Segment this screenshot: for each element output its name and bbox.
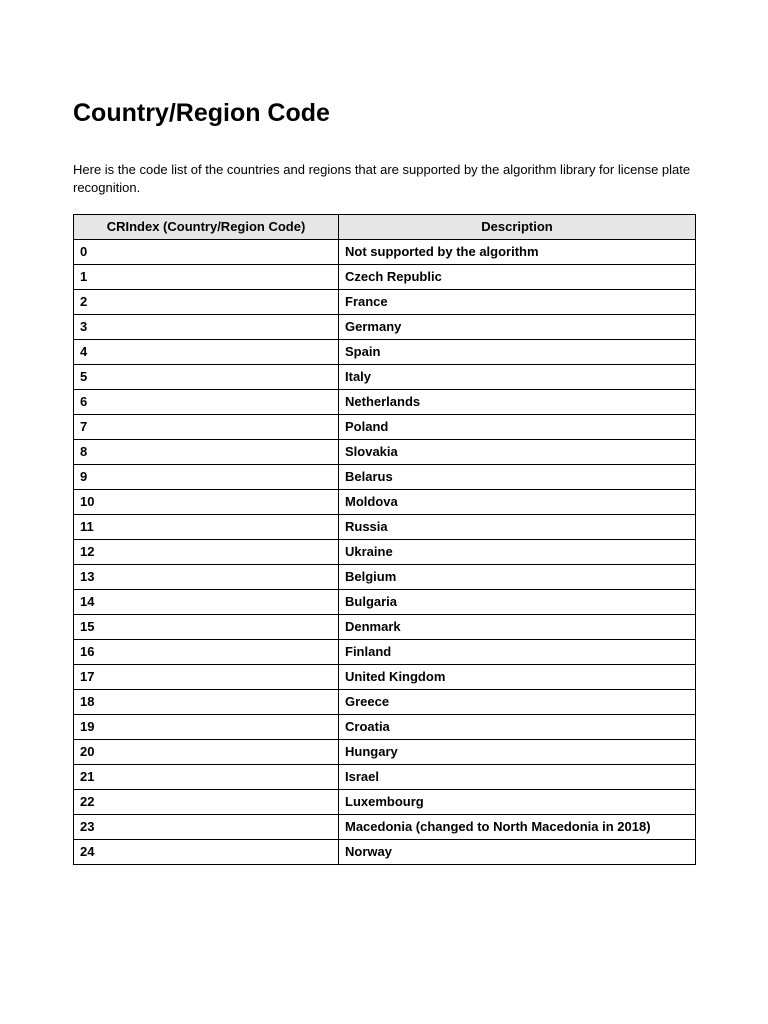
crindex-cell: 20 bbox=[74, 740, 339, 765]
table-row bbox=[74, 840, 696, 865]
crindex-cell: 5 bbox=[74, 365, 339, 390]
table-row bbox=[74, 490, 696, 515]
crindex-cell: 16 bbox=[74, 640, 339, 665]
crindex-cell: 6 bbox=[74, 390, 339, 415]
crindex-cell: 17 bbox=[74, 665, 339, 690]
crindex-cell: 24 bbox=[74, 840, 339, 865]
description-cell: Israel bbox=[339, 765, 696, 790]
table-row bbox=[74, 265, 696, 290]
description-cell: Greece bbox=[339, 690, 696, 715]
table-row bbox=[74, 665, 696, 690]
crindex-cell: 2 bbox=[74, 290, 339, 315]
crindex-cell: 1 bbox=[74, 265, 339, 290]
table-row bbox=[74, 340, 696, 365]
table-row bbox=[74, 290, 696, 315]
description-cell: Not supported by the algorithm bbox=[339, 240, 696, 265]
table-row bbox=[74, 690, 696, 715]
description-cell: Bulgaria bbox=[339, 590, 696, 615]
crindex-cell: 19 bbox=[74, 715, 339, 740]
table-header bbox=[74, 215, 696, 240]
description-cell: Russia bbox=[339, 515, 696, 540]
crindex-cell: 23 bbox=[74, 815, 339, 840]
crindex-cell: 3 bbox=[74, 315, 339, 340]
page-title: Country/Region Code bbox=[73, 99, 330, 127]
crindex-cell: 8 bbox=[74, 440, 339, 465]
description-cell: Poland bbox=[339, 415, 696, 440]
description-cell: Belgium bbox=[339, 565, 696, 590]
description-cell: Netherlands bbox=[339, 390, 696, 415]
description-cell: United Kingdom bbox=[339, 665, 696, 690]
table-row bbox=[74, 615, 696, 640]
table-header-row bbox=[74, 215, 696, 240]
table-row bbox=[74, 240, 696, 265]
description-cell: France bbox=[339, 290, 696, 315]
table-row bbox=[74, 390, 696, 415]
table-row bbox=[74, 740, 696, 765]
table-row bbox=[74, 515, 696, 540]
crindex-cell: 9 bbox=[74, 465, 339, 490]
crindex-cell: 4 bbox=[74, 340, 339, 365]
table-row bbox=[74, 540, 696, 565]
table-row bbox=[74, 365, 696, 390]
crindex-cell: 13 bbox=[74, 565, 339, 590]
description-cell: Norway bbox=[339, 840, 696, 865]
column-header-crindex: CRIndex (Country/Region Code) bbox=[74, 215, 339, 240]
table-row bbox=[74, 815, 696, 840]
table-body bbox=[74, 240, 696, 865]
crindex-cell: 22 bbox=[74, 790, 339, 815]
description-cell: Ukraine bbox=[339, 540, 696, 565]
table-row bbox=[74, 590, 696, 615]
crindex-cell: 10 bbox=[74, 490, 339, 515]
crindex-cell: 21 bbox=[74, 765, 339, 790]
crindex-cell: 14 bbox=[74, 590, 339, 615]
table-row bbox=[74, 440, 696, 465]
description-cell: Belarus bbox=[339, 465, 696, 490]
crindex-cell: 11 bbox=[74, 515, 339, 540]
table-row bbox=[74, 465, 696, 490]
column-header-description: Description bbox=[339, 215, 696, 240]
description-cell: Hungary bbox=[339, 740, 696, 765]
table-row bbox=[74, 415, 696, 440]
intro-paragraph: Here is the code list of the countries and regions that are supported by the algorithm library for license plate recognition. bbox=[73, 162, 691, 195]
description-cell: Finland bbox=[339, 640, 696, 665]
crindex-cell: 15 bbox=[74, 615, 339, 640]
crindex-cell: 0 bbox=[74, 240, 339, 265]
table-row bbox=[74, 790, 696, 815]
table-row bbox=[74, 715, 696, 740]
crindex-cell: 7 bbox=[74, 415, 339, 440]
description-cell: Croatia bbox=[339, 715, 696, 740]
description-cell: Germany bbox=[339, 315, 696, 340]
crindex-cell: 18 bbox=[74, 690, 339, 715]
table-row bbox=[74, 765, 696, 790]
description-cell: Spain bbox=[339, 340, 696, 365]
description-cell: Denmark bbox=[339, 615, 696, 640]
description-cell: Macedonia (changed to North Macedonia in 2018) bbox=[339, 815, 696, 840]
table-row bbox=[74, 315, 696, 340]
table-row bbox=[74, 565, 696, 590]
description-cell: Moldova bbox=[339, 490, 696, 515]
description-cell: Slovakia bbox=[339, 440, 696, 465]
description-cell: Luxembourg bbox=[339, 790, 696, 815]
description-cell: Italy bbox=[339, 365, 696, 390]
table-row bbox=[74, 640, 696, 665]
crindex-cell: 12 bbox=[74, 540, 339, 565]
description-cell: Czech Republic bbox=[339, 265, 696, 290]
country-region-code-table bbox=[73, 214, 696, 865]
